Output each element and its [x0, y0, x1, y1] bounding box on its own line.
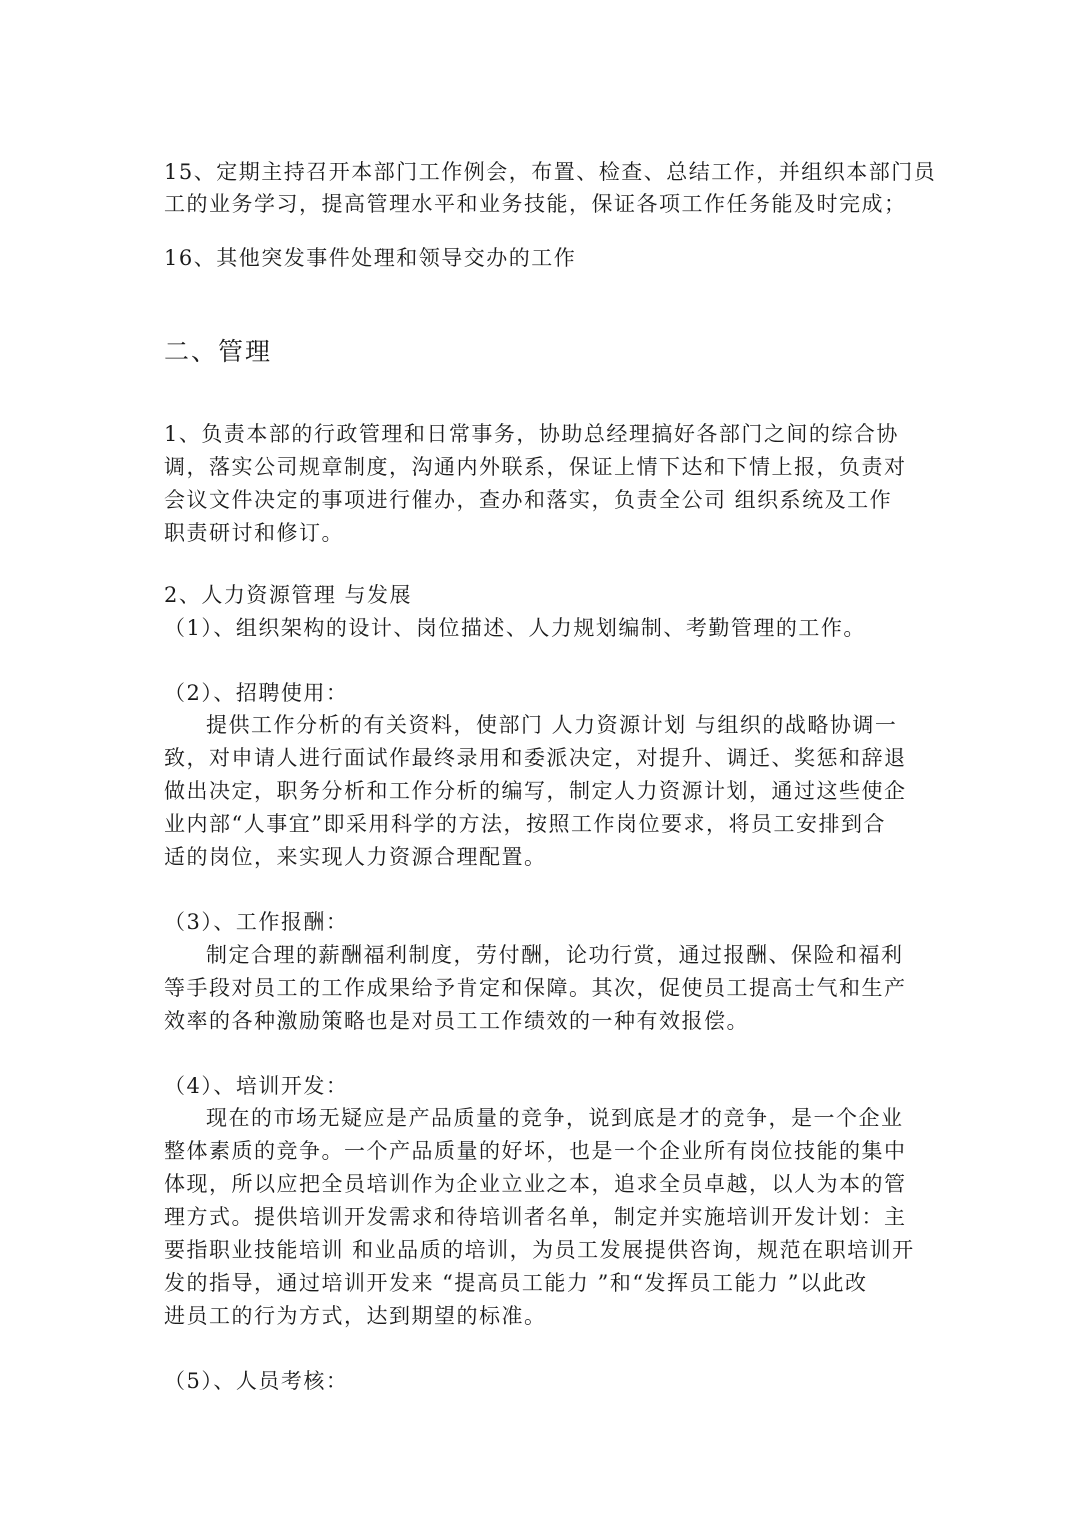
para-1-line-2: 调，落实公司规章制度，沟通内外联系，保证上情下达和下情上报，负责对: [164, 455, 907, 479]
sub-3-line-1: 制定合理的薪酬福利制度，劳付酬，论功行赏，通过报酬、保险和福利: [206, 943, 904, 967]
sub-5-title: （5）、人员考核：: [164, 1369, 349, 1393]
sub-2-line-2: 致，对申请人进行面试作最终录用和委派决定，对提升、调迁、奖惩和辞退: [164, 746, 907, 770]
sub-2-line-4: 业内部“人事宜”即采用科学的方法，按照工作岗位要求，将员工安排到合: [164, 812, 886, 836]
sub-2-line-5: 适的岗位，来实现人力资源合理配置。: [164, 845, 547, 869]
sub-2-title: （2）、招聘使用：: [164, 681, 349, 705]
sub-3-line-3: 效率的各种激励策略也是对员工工作绩效的一种有效报偿。: [164, 1009, 749, 1033]
item-15-line-1: 15、定期主持召开本部门工作例会，布置、检查、总结工作，并组织本部门员: [164, 160, 937, 184]
sub-4-line-4: 理方式。提供培训开发需求和待培训者名单，制定并实施培训开发计划：主: [164, 1205, 907, 1229]
para-1-line-1: 1、负责本部的行政管理和日常事务，协助总经理搞好各部门之间的综合协: [164, 422, 899, 446]
sub-4-line-6: 发的指导，通过培训开发来 “提高员工能力 ”和“发挥员工能力 ”以此改: [164, 1271, 868, 1295]
sub-4-line-7: 进员工的行为方式，达到期望的标准。: [164, 1304, 547, 1328]
item-16-line-1: 16、其他突发事件处理和领导交办的工作: [164, 246, 577, 270]
sub-4-line-5: 要指职业技能培训 和业品质的培训，为员工发展提供咨询，规范在职培训开: [164, 1238, 915, 1262]
sub-4-title: （4）、培训开发：: [164, 1074, 349, 1098]
sub-2-line-3: 做出决定，职务分析和工作分析的编写，制定人力资源计划，通过这些使企: [164, 779, 907, 803]
para-2-title: 2、人力资源管理 与发展: [164, 583, 413, 607]
item-15-line-2: 工的业务学习，提高管理水平和业务技能，保证各项工作任务能及时完成；: [164, 192, 907, 216]
para-1-line-4: 职责研讨和修订。: [164, 521, 344, 545]
sub-4-line-1: 现在的市场无疑应是产品质量的竞争，说到底是才的竞争，是一个企业: [206, 1106, 904, 1130]
sub-4-line-3: 体现，所以应把全员培训作为企业立业之本，追求全员卓越，以人为本的管: [164, 1172, 907, 1196]
sub-1-text: （1）、组织架构的设计、岗位描述、人力规划编制、考勤管理的工作。: [164, 616, 866, 640]
sub-3-line-2: 等手段对员工的工作成果给予肯定和保障。其次，促使员工提高士气和生产: [164, 976, 907, 1000]
section-2-title: 二、管理: [164, 337, 273, 366]
sub-3-title: （3）、工作报酬：: [164, 910, 349, 934]
sub-4-line-2: 整体素质的竞争。一个产品质量的好坏，也是一个企业所有岗位技能的集中: [164, 1139, 907, 1163]
sub-2-line-1: 提供工作分析的有关资料，使部门 人力资源计划 与组织的战略协调一: [206, 713, 898, 737]
para-1-line-3: 会议文件决定的事项进行催办，查办和落实，负责全公司 组织系统及工作: [164, 488, 893, 512]
